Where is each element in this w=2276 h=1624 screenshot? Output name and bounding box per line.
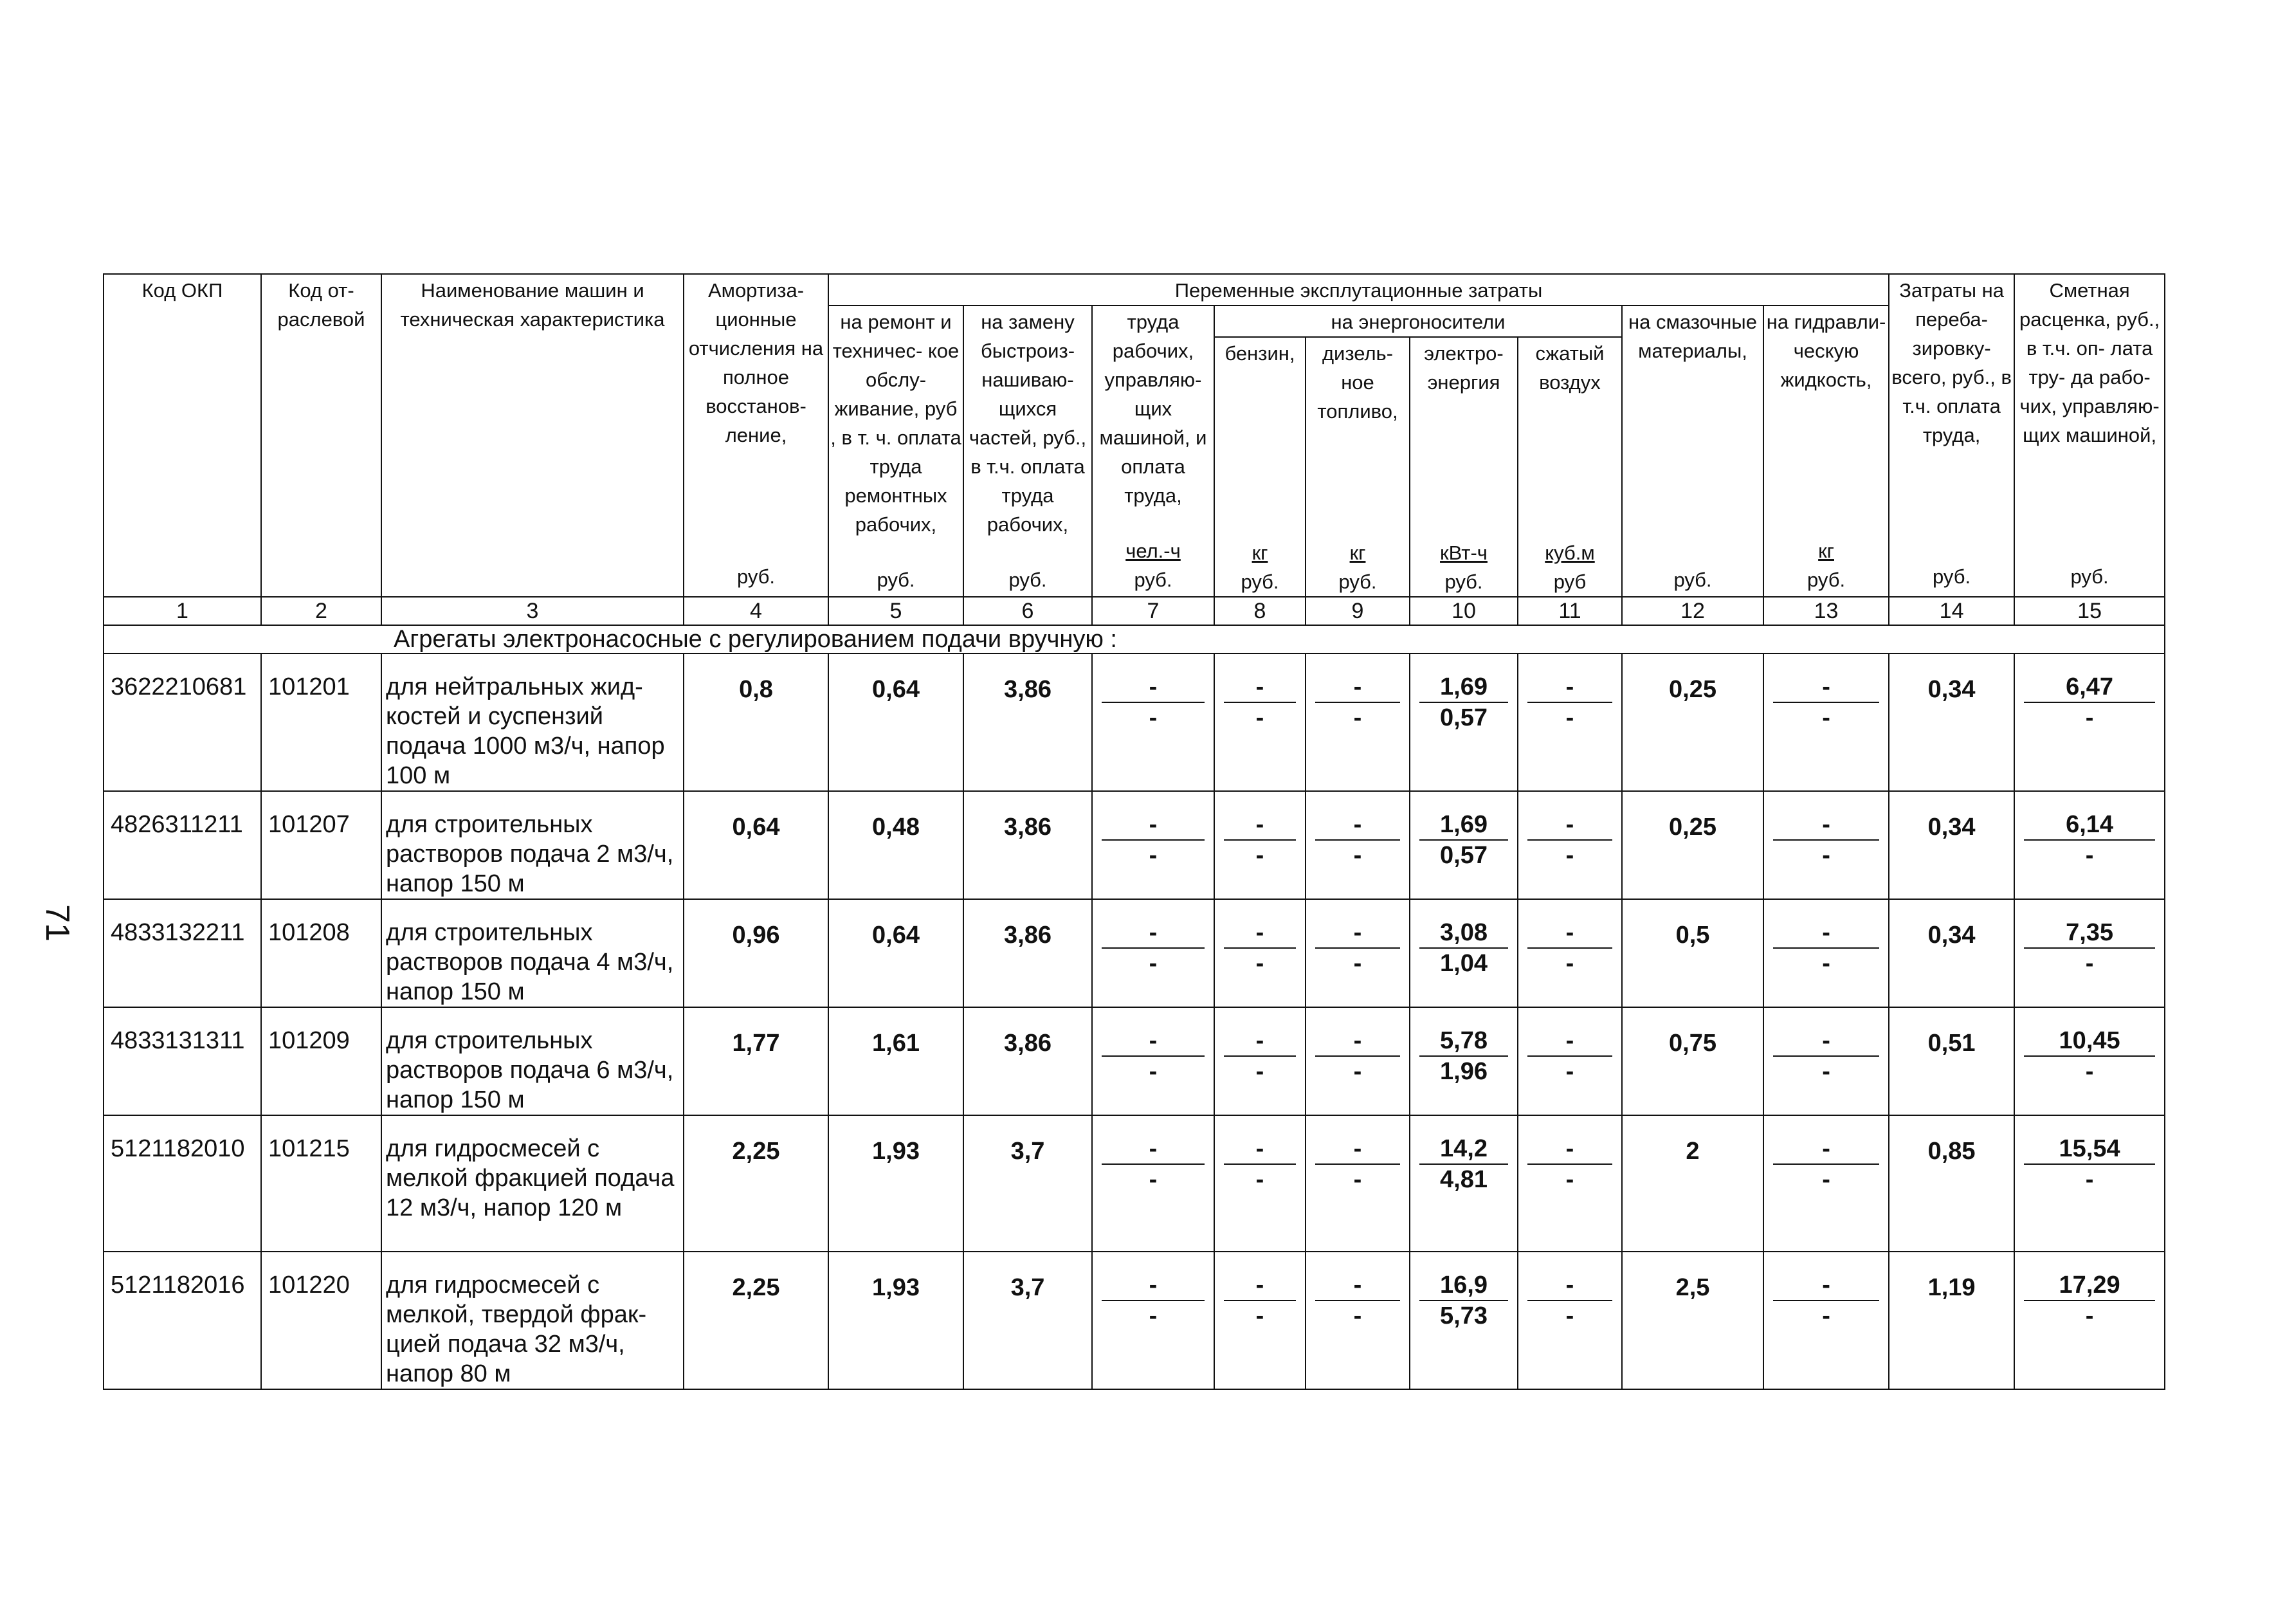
header-estimated-rate bbox=[2014, 274, 2165, 597]
column-number: 12 bbox=[1622, 597, 1763, 625]
column-number: 14 bbox=[1889, 597, 2014, 625]
upper-value: - bbox=[1224, 810, 1296, 841]
branch-code-cell: 101215 bbox=[261, 1115, 381, 1252]
relocation-cell: 0,34 bbox=[1889, 899, 2014, 1007]
lower-value: - bbox=[1149, 842, 1158, 869]
lower-value: 0,57 bbox=[1440, 842, 1488, 869]
upper-value: 6,14 bbox=[2024, 810, 2155, 841]
lower-value: 0,57 bbox=[1440, 704, 1488, 731]
upper-value: 1,69 bbox=[1419, 672, 1508, 703]
header-petrol-unit: руб. bbox=[1241, 570, 1279, 593]
lower-value: - bbox=[1565, 1302, 1574, 1329]
machine-name-cell: для строительных растворов подача 2 м3/ч, напор 150 м bbox=[381, 791, 684, 899]
header-energy-carriers: на энергоносители bbox=[1214, 306, 1622, 337]
upper-value: 3,08 bbox=[1419, 918, 1508, 949]
petrol-cell bbox=[1214, 653, 1306, 791]
amortization-cell: 2,25 bbox=[684, 1115, 828, 1252]
lower-value: - bbox=[1565, 950, 1574, 977]
header-diesel-unit: руб. bbox=[1338, 570, 1377, 593]
electricity-cell bbox=[1410, 791, 1518, 899]
table-row bbox=[104, 1007, 2165, 1115]
hydraulic-fluid-cell bbox=[1763, 1252, 1889, 1389]
repair-cell: 0,48 bbox=[828, 791, 963, 899]
machine-name-cell: для нейтральных жид- костей и суспензий подача 1000 м3/ч, напор 100 м bbox=[381, 653, 684, 791]
amortization-cell: 0,8 bbox=[684, 653, 828, 791]
compressed-air-cell bbox=[1518, 653, 1622, 791]
upper-value: - bbox=[1102, 1134, 1205, 1165]
upper-value: - bbox=[1224, 1270, 1296, 1301]
upper-value: - bbox=[1527, 1026, 1612, 1057]
branch-code-cell: 101209 bbox=[261, 1007, 381, 1115]
hydraulic-fluid-cell bbox=[1763, 791, 1889, 899]
upper-value: - bbox=[1102, 672, 1205, 703]
upper-value: - bbox=[1315, 672, 1400, 703]
operating-cost-table bbox=[103, 273, 2165, 1390]
upper-value: 14,2 bbox=[1419, 1134, 1508, 1165]
upper-value: - bbox=[1102, 810, 1205, 841]
header-air-unit: руб bbox=[1553, 570, 1587, 593]
column-number: 10 bbox=[1410, 597, 1518, 625]
group-row bbox=[104, 625, 2165, 653]
header-parts-text: на замену быстроиз- нашиваю- щихся частей, руб., в т.ч. оплата труда рабочих, bbox=[969, 311, 1087, 536]
parts-cell: 3,86 bbox=[963, 653, 1092, 791]
okp-code-cell: 4833131311 bbox=[104, 1007, 261, 1115]
column-number: 4 bbox=[684, 597, 828, 625]
lower-value: - bbox=[1565, 842, 1574, 869]
column-number: 11 bbox=[1518, 597, 1622, 625]
petrol-cell bbox=[1214, 1007, 1306, 1115]
lower-value: - bbox=[1822, 842, 1830, 869]
lower-value: - bbox=[1149, 1166, 1158, 1193]
electricity-cell bbox=[1410, 653, 1518, 791]
header-lubricants-unit: руб. bbox=[1673, 569, 1712, 591]
header-lubricants-text: на смазочные материалы, bbox=[1628, 311, 1757, 362]
upper-value: - bbox=[1527, 810, 1612, 841]
header-repair bbox=[828, 306, 963, 597]
upper-value: 1,69 bbox=[1419, 810, 1508, 841]
lower-value: - bbox=[1822, 1166, 1830, 1193]
column-number: 1 bbox=[104, 597, 261, 625]
lower-value: - bbox=[1149, 704, 1158, 731]
header-branch-code: Код от- раслевой bbox=[261, 274, 381, 597]
estimated-rate-cell bbox=[2014, 1007, 2165, 1115]
petrol-cell bbox=[1214, 1115, 1306, 1252]
header-petrol-text: бензин, bbox=[1224, 342, 1295, 365]
machine-name-cell: для гидросмесей с мелкой фракцией подача 12 м3/ч, напор 120 м bbox=[381, 1115, 684, 1252]
column-number: 7 bbox=[1092, 597, 1214, 625]
lower-value: - bbox=[1565, 1166, 1574, 1193]
header-variable-costs: Переменные эксплутационные затраты bbox=[828, 274, 1889, 306]
header-labor-text: труда рабочих, управляю- щих машиной, и оплата труда, bbox=[1099, 311, 1207, 507]
lower-value: 1,96 bbox=[1440, 1058, 1488, 1085]
header-parts-unit: руб. bbox=[1008, 569, 1047, 591]
header-petrol bbox=[1214, 337, 1306, 597]
machine-name-cell: для гидросмесей с мелкой, твердой фрак- цией подача 32 м3/ч, напор 80 м bbox=[381, 1252, 684, 1389]
group-title: Агрегаты электронасосные с регулированием подачи вручную : bbox=[104, 625, 2165, 653]
amortization-cell: 1,77 bbox=[684, 1007, 828, 1115]
upper-value: 17,29 bbox=[2024, 1270, 2155, 1301]
repair-cell: 1,61 bbox=[828, 1007, 963, 1115]
labor-cell bbox=[1092, 1252, 1214, 1389]
upper-value: 15,54 bbox=[2024, 1134, 2155, 1165]
header-relocation-unit: руб. bbox=[1933, 565, 1971, 588]
lower-value: - bbox=[2085, 1058, 2094, 1085]
data-rows bbox=[104, 653, 2165, 1389]
okp-code-cell: 5121182010 bbox=[104, 1115, 261, 1252]
lower-value: - bbox=[1565, 1058, 1574, 1085]
labor-cell bbox=[1092, 791, 1214, 899]
relocation-cell: 1,19 bbox=[1889, 1252, 2014, 1389]
lower-value: - bbox=[2085, 950, 2094, 977]
estimated-rate-cell bbox=[2014, 1115, 2165, 1252]
header-rate-text: Сметная расценка, руб., в т.ч. оп- лата тру- да рабо- чих, управляю- щих машиной, bbox=[2019, 279, 2160, 446]
electricity-cell bbox=[1410, 1007, 1518, 1115]
upper-value: 7,35 bbox=[2024, 918, 2155, 949]
header-hydraulic-text: на гидравли- ческую жидкость, bbox=[1766, 311, 1886, 391]
petrol-cell bbox=[1214, 1252, 1306, 1389]
lower-value: - bbox=[1353, 950, 1362, 977]
header-hydraulic-fluid bbox=[1763, 306, 1889, 597]
amortization-cell: 0,64 bbox=[684, 791, 828, 899]
amortization-cell: 0,96 bbox=[684, 899, 828, 1007]
lower-value: - bbox=[2085, 704, 2094, 731]
header-rate-unit: руб. bbox=[2070, 565, 2109, 588]
column-number: 8 bbox=[1214, 597, 1306, 625]
okp-code-cell: 5121182016 bbox=[104, 1252, 261, 1389]
compressed-air-cell bbox=[1518, 1252, 1622, 1389]
header-labor-unit-top: чел.-ч bbox=[1125, 540, 1181, 562]
hydraulic-fluid-cell bbox=[1763, 1115, 1889, 1252]
header-diesel bbox=[1306, 337, 1410, 597]
upper-value: - bbox=[1315, 918, 1400, 949]
diesel-cell bbox=[1306, 1252, 1410, 1389]
header-petrol-unit-top: кг bbox=[1252, 542, 1268, 564]
lower-value: 5,73 bbox=[1440, 1302, 1488, 1329]
upper-value: - bbox=[1527, 1134, 1612, 1165]
upper-value: - bbox=[1315, 1134, 1400, 1165]
parts-cell: 3,7 bbox=[963, 1252, 1092, 1389]
hydraulic-fluid-cell bbox=[1763, 899, 1889, 1007]
compressed-air-cell bbox=[1518, 899, 1622, 1007]
lower-value: - bbox=[1255, 1058, 1264, 1085]
compressed-air-cell bbox=[1518, 1007, 1622, 1115]
petrol-cell bbox=[1214, 791, 1306, 899]
lower-value: 1,04 bbox=[1440, 950, 1488, 977]
header-hydraulic-unit-top: кг bbox=[1818, 540, 1834, 562]
lower-value: - bbox=[1822, 950, 1830, 977]
column-number: 15 bbox=[2014, 597, 2165, 625]
lower-value: - bbox=[1149, 1058, 1158, 1085]
parts-cell: 3,7 bbox=[963, 1115, 1092, 1252]
estimated-rate-cell bbox=[2014, 653, 2165, 791]
upper-value: 6,47 bbox=[2024, 672, 2155, 703]
electricity-cell bbox=[1410, 1252, 1518, 1389]
upper-value: - bbox=[1527, 1270, 1612, 1301]
amortization-cell: 2,25 bbox=[684, 1252, 828, 1389]
estimated-rate-cell bbox=[2014, 791, 2165, 899]
upper-value: - bbox=[1315, 1270, 1400, 1301]
okp-code-cell: 3622210681 bbox=[104, 653, 261, 791]
header-amortization bbox=[684, 274, 828, 597]
lower-value: - bbox=[1255, 1302, 1264, 1329]
cost-table-wrapper bbox=[103, 273, 2164, 1390]
upper-value: - bbox=[1224, 672, 1296, 703]
lower-value: - bbox=[2085, 842, 2094, 869]
diesel-cell bbox=[1306, 899, 1410, 1007]
table-row bbox=[104, 899, 2165, 1007]
column-number: 13 bbox=[1763, 597, 1889, 625]
lower-value: - bbox=[1255, 842, 1264, 869]
column-number: 6 bbox=[963, 597, 1092, 625]
estimated-rate-cell bbox=[2014, 899, 2165, 1007]
upper-value: - bbox=[1224, 918, 1296, 949]
upper-value: - bbox=[1527, 672, 1612, 703]
upper-value: - bbox=[1102, 1270, 1205, 1301]
upper-value: 10,45 bbox=[2024, 1026, 2155, 1057]
relocation-cell: 0,34 bbox=[1889, 653, 2014, 791]
lubricants-cell: 0,25 bbox=[1622, 791, 1763, 899]
lower-value: - bbox=[1255, 950, 1264, 977]
upper-value: - bbox=[1773, 1270, 1879, 1301]
upper-value: - bbox=[1102, 1026, 1205, 1057]
table-row bbox=[104, 791, 2165, 899]
header-operator-labor bbox=[1092, 306, 1214, 597]
branch-code-cell: 101207 bbox=[261, 791, 381, 899]
header-machine-name: Наименование машин и техническая характеристика bbox=[381, 274, 684, 597]
column-number: 2 bbox=[261, 597, 381, 625]
header-relocation-text: Затраты на переба- зировку- всего, руб., в т.ч. оплата труда, bbox=[1891, 279, 2012, 446]
machine-name-cell: для строительных растворов подача 6 м3/ч, напор 150 м bbox=[381, 1007, 684, 1115]
upper-value: - bbox=[1773, 672, 1879, 703]
header-relocation-costs bbox=[1889, 274, 2014, 597]
lower-value: - bbox=[1255, 704, 1264, 731]
header-amortization-unit: руб. bbox=[736, 565, 776, 588]
branch-code-cell: 101201 bbox=[261, 653, 381, 791]
branch-code-cell: 101208 bbox=[261, 899, 381, 1007]
hydraulic-fluid-cell bbox=[1763, 1007, 1889, 1115]
lubricants-cell: 2 bbox=[1622, 1115, 1763, 1252]
upper-value: - bbox=[1102, 918, 1205, 949]
lower-value: - bbox=[1353, 842, 1362, 869]
upper-value: - bbox=[1773, 918, 1879, 949]
relocation-cell: 0,85 bbox=[1889, 1115, 2014, 1252]
labor-cell bbox=[1092, 1115, 1214, 1252]
repair-cell: 0,64 bbox=[828, 899, 963, 1007]
header-compressed-air bbox=[1518, 337, 1622, 597]
diesel-cell bbox=[1306, 1007, 1410, 1115]
header-air-text: сжатый воздух bbox=[1535, 342, 1605, 394]
upper-value: - bbox=[1315, 1026, 1400, 1057]
lower-value: - bbox=[1149, 1302, 1158, 1329]
lubricants-cell: 0,75 bbox=[1622, 1007, 1763, 1115]
relocation-cell: 0,51 bbox=[1889, 1007, 2014, 1115]
upper-value: - bbox=[1773, 1134, 1879, 1165]
header-repair-text: на ремонт и техничес- кое обслу- живание, руб , в т. ч. оплата труда ремонтных рабочих, bbox=[830, 311, 961, 536]
upper-value: 16,9 bbox=[1419, 1270, 1508, 1301]
table-row bbox=[104, 1252, 2165, 1389]
lubricants-cell: 2,5 bbox=[1622, 1252, 1763, 1389]
lower-value: 4,81 bbox=[1440, 1166, 1488, 1193]
labor-cell bbox=[1092, 1007, 1214, 1115]
upper-value: - bbox=[1224, 1134, 1296, 1165]
petrol-cell bbox=[1214, 899, 1306, 1007]
lower-value: - bbox=[1353, 704, 1362, 731]
lower-value: - bbox=[1255, 1166, 1264, 1193]
electricity-cell bbox=[1410, 899, 1518, 1007]
parts-cell: 3,86 bbox=[963, 1007, 1092, 1115]
header-air-unit-top: куб.м bbox=[1545, 542, 1595, 564]
lower-value: - bbox=[1149, 950, 1158, 977]
electricity-cell bbox=[1410, 1115, 1518, 1252]
lower-value: - bbox=[1822, 704, 1830, 731]
lower-value: - bbox=[1565, 704, 1574, 731]
column-number: 5 bbox=[828, 597, 963, 625]
page-number: 71 bbox=[38, 904, 76, 942]
upper-value: 5,78 bbox=[1419, 1026, 1508, 1057]
machine-name-cell: для строительных растворов подача 4 м3/ч, напор 150 м bbox=[381, 899, 684, 1007]
header-parts-replacement bbox=[963, 306, 1092, 597]
header-electricity-unit-top: кВт-ч bbox=[1440, 542, 1488, 564]
diesel-cell bbox=[1306, 1115, 1410, 1252]
labor-cell bbox=[1092, 653, 1214, 791]
table-row bbox=[104, 653, 2165, 791]
lower-value: - bbox=[2085, 1166, 2094, 1193]
lower-value: - bbox=[1353, 1302, 1362, 1329]
upper-value: - bbox=[1527, 918, 1612, 949]
repair-cell: 0,64 bbox=[828, 653, 963, 791]
header-lubricants bbox=[1622, 306, 1763, 597]
lower-value: - bbox=[1822, 1302, 1830, 1329]
header-electricity bbox=[1410, 337, 1518, 597]
relocation-cell: 0,34 bbox=[1889, 791, 2014, 899]
lubricants-cell: 0,25 bbox=[1622, 653, 1763, 791]
header-diesel-unit-top: кг bbox=[1349, 542, 1366, 564]
header-okp-code: Код ОКП bbox=[104, 274, 261, 597]
diesel-cell bbox=[1306, 791, 1410, 899]
lower-value: - bbox=[1822, 1058, 1830, 1085]
hydraulic-fluid-cell bbox=[1763, 653, 1889, 791]
header-hydraulic-unit: руб. bbox=[1807, 569, 1846, 591]
upper-value: - bbox=[1773, 1026, 1879, 1057]
lubricants-cell: 0,5 bbox=[1622, 899, 1763, 1007]
diesel-cell bbox=[1306, 653, 1410, 791]
column-number: 3 bbox=[381, 597, 684, 625]
branch-code-cell: 101220 bbox=[261, 1252, 381, 1389]
repair-cell: 1,93 bbox=[828, 1252, 963, 1389]
header-electricity-unit: руб. bbox=[1444, 570, 1483, 593]
header-repair-unit: руб. bbox=[877, 569, 915, 591]
estimated-rate-cell bbox=[2014, 1252, 2165, 1389]
header-amortization-text: Амортиза- ционные отчисления на полное восстанов- ление, bbox=[688, 279, 824, 446]
upper-value: - bbox=[1224, 1026, 1296, 1057]
lower-value: - bbox=[1353, 1166, 1362, 1193]
header-diesel-text: дизель- ное топливо, bbox=[1317, 342, 1398, 423]
upper-value: - bbox=[1773, 810, 1879, 841]
repair-cell: 1,93 bbox=[828, 1115, 963, 1252]
okp-code-cell: 4826311211 bbox=[104, 791, 261, 899]
header-labor-unit: руб. bbox=[1134, 569, 1172, 591]
parts-cell: 3,86 bbox=[963, 899, 1092, 1007]
lower-value: - bbox=[2085, 1302, 2094, 1329]
compressed-air-cell bbox=[1518, 1115, 1622, 1252]
table-row bbox=[104, 1115, 2165, 1252]
compressed-air-cell bbox=[1518, 791, 1622, 899]
column-number: 9 bbox=[1306, 597, 1410, 625]
parts-cell: 3,86 bbox=[963, 791, 1092, 899]
labor-cell bbox=[1092, 899, 1214, 1007]
upper-value: - bbox=[1315, 810, 1400, 841]
header-electricity-text: электро- энергия bbox=[1424, 342, 1504, 394]
column-number-row bbox=[104, 597, 2165, 625]
okp-code-cell: 4833132211 bbox=[104, 899, 261, 1007]
lower-value: - bbox=[1353, 1058, 1362, 1085]
